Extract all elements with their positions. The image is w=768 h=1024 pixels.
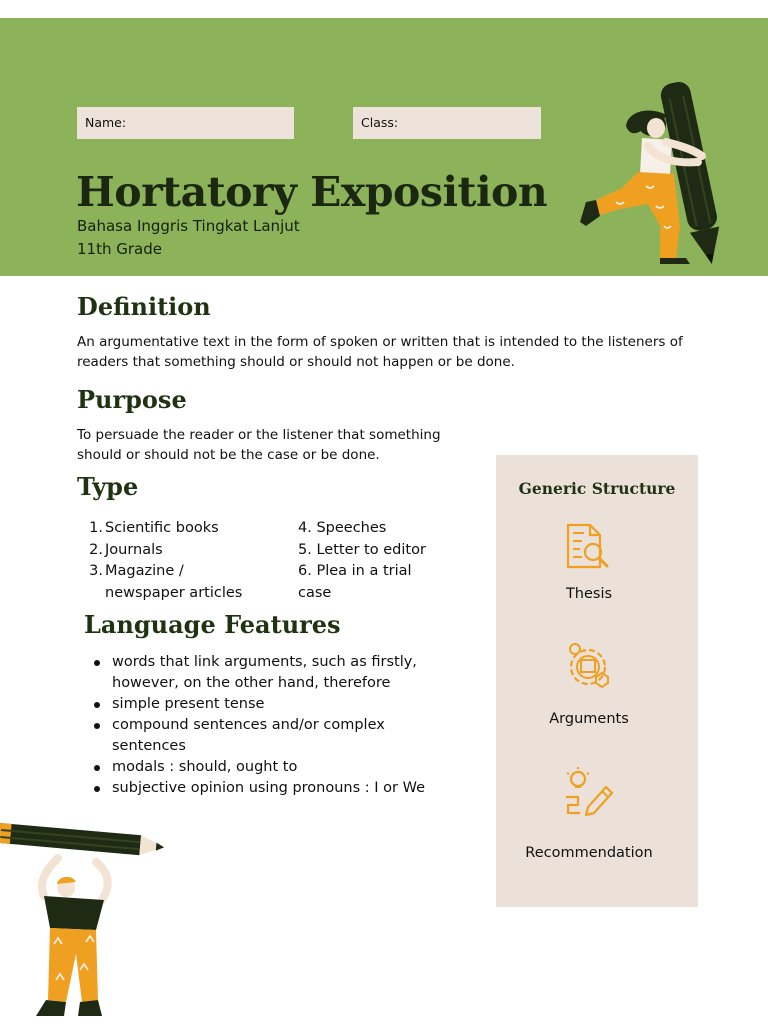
woman-with-pencil-illustration [556,76,736,276]
page-title: Hortatory Exposition [76,168,548,216]
list-text: case [298,584,332,601]
list-item: compound sentences and/or complex sentences [92,715,452,757]
type-list-left [87,518,267,604]
list-item [298,561,488,583]
list-item-continued [298,583,488,605]
list-item [87,561,267,583]
list-number: 4. [298,520,312,536]
arguments-label: Arguments [549,711,629,727]
list-text: Journals [105,541,163,558]
language-features-heading: Language Features [84,610,341,639]
grade-subtitle: 11th Grade [77,240,162,258]
list-number: 6. [298,563,312,579]
type-heading: Type [77,472,139,501]
header-banner [0,18,768,276]
language-features-list [92,652,452,799]
gear-box-icon [562,639,614,691]
list-item: simple present tense [92,694,452,715]
name-label: Name: [85,115,127,130]
top-margin [0,0,768,18]
boy-with-pencil-illustration [0,820,170,1024]
recommendation-label: Recommendation [525,845,653,861]
type-list-right [298,518,488,604]
list-item [87,518,267,540]
list-text: Speeches [316,520,387,536]
name-field[interactable] [77,107,294,139]
list-text: Magazine / [105,563,184,579]
list-text: Plea in a trial [316,563,412,579]
list-item [87,540,267,562]
list-item: subjective opinion using pronouns : I or We [92,778,452,799]
purpose-text: To persuade the reader or the listener that something should or should not be the case or be done. [77,427,441,463]
purpose-heading: Purpose [77,385,187,414]
list-item-continued [87,583,267,605]
list-text: Letter to editor [316,541,426,558]
list-item [298,540,488,562]
list-item [298,518,488,540]
definition-text: An argumentative text in the form of spoken or written that is intended to the listeners of readers that something should or should not happen or be done. [77,334,683,370]
list-number: 5. [298,541,312,558]
list-text: newspaper articles [105,584,243,601]
list-item: words that link arguments, such as firstly, however, on the other hand, therefore [92,652,452,694]
list-number: 1. [89,520,103,536]
generic-structure-panel [496,455,698,907]
subject-subtitle: Bahasa Inggris Tingkat Lanjut [77,217,300,235]
document-search-icon [562,521,614,573]
thesis-label: Thesis [565,586,613,602]
list-item: modals : should, ought to [92,757,452,778]
list-text: Scientific books [105,520,219,536]
generic-structure-heading: Generic Structure [518,479,676,498]
lightbulb-pencil-icon [562,765,614,817]
class-label: Class: [361,115,399,130]
list-number: 3. [89,563,103,579]
definition-heading: Definition [77,292,211,321]
class-field[interactable] [353,107,541,139]
list-number: 2. [89,541,103,558]
